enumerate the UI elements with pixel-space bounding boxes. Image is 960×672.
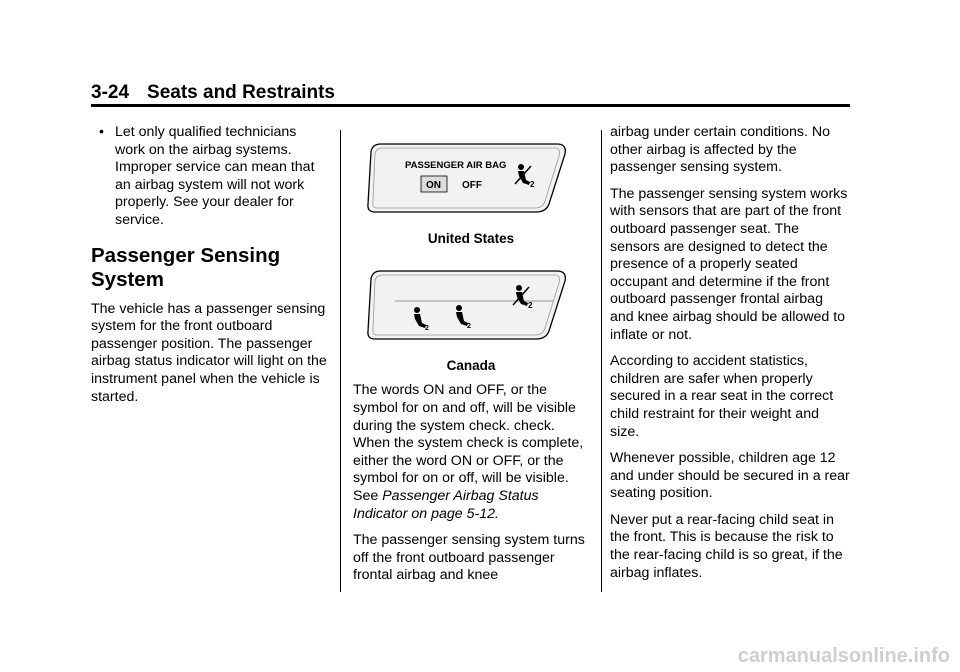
bullet-icon: • [99, 124, 104, 140]
paragraph-1: airbag under certain conditions. No other airbag is affected by the passenger sensing system. [610, 124, 831, 176]
header-rule [91, 104, 850, 107]
figure-caption-canada: Canada [446, 357, 496, 373]
svg-text:2: 2 [425, 325, 429, 333]
page-header [91, 82, 335, 104]
paragraph-2: The passenger sensing system works with sensors that are part of the front outboard passenger seat. The sensors are designed to detect the presence of a properly seated occupant and determine if the front outboard passenger frontal airbag and knee airbag should be allowed to inflate or not. [610, 185, 848, 343]
cross-reference-period: . [494, 505, 499, 522]
on-label: ON [426, 180, 441, 191]
figure-caption-us: United States [427, 230, 515, 246]
bullet-item [91, 124, 327, 230]
cross-reference-link[interactable]: Passenger Airbag Status Indicator on page 5-12 [353, 487, 539, 522]
canada-indicator-panel-illustration [353, 265, 589, 345]
column-divider-1 [340, 130, 341, 592]
section-heading: Passenger Sensing System [91, 243, 281, 291]
svg-text:2: 2 [528, 301, 533, 311]
section-title: Seats and Restraints [147, 82, 335, 103]
svg-text:2: 2 [530, 180, 535, 189]
intro-paragraph: The vehicle has a passenger sensing system for the front outboard passenger position. The passenger airbag status indicator will light on the instrument panel when the vehicle is started. [91, 300, 327, 405]
column-divider-2 [601, 130, 602, 592]
off-label: OFF [462, 180, 482, 191]
page-number: 3-24 [91, 82, 130, 103]
paragraph-3: According to accident statistics, children are safer when properly secured in a rear seat in the correct child restraint for their weight and size. [610, 353, 834, 440]
us-indicator-panel-illustration [353, 138, 589, 218]
figure-united-states [353, 138, 589, 247]
bullet-text: Let only qualified technicians work on the airbag systems. Improper service can mean that an airbag system will not work properly. See your dealer for service. [115, 124, 315, 228]
watermark: carmanualsonline.info [737, 645, 950, 667]
system-check-text: The words ON and OFF, or the symbol for on and off, will be visible during the system check. check. When the system check is complete, either the word ON or OFF, or the symbol for on or off, will be visible. See [353, 382, 584, 504]
panel-label: PASSENGER AIR BAG [405, 160, 507, 171]
column-1 [91, 124, 327, 415]
svg-text:2: 2 [467, 323, 471, 331]
paragraph-5: Never put a rear-facing child seat in the front. This is because the risk to the rear-facing child is so great, if the airbag inflates. [610, 511, 843, 581]
column-3 [610, 124, 850, 591]
paragraph-4: Whenever possible, children age 12 and under should be secured in a rear seating position. [610, 450, 850, 502]
column-2 [353, 124, 589, 594]
system-check-paragraph [353, 382, 589, 523]
figure-canada [353, 265, 589, 374]
sensing-system-paragraph: The passenger sensing system turns off the front outboard passenger frontal airbag and knee [353, 532, 585, 584]
